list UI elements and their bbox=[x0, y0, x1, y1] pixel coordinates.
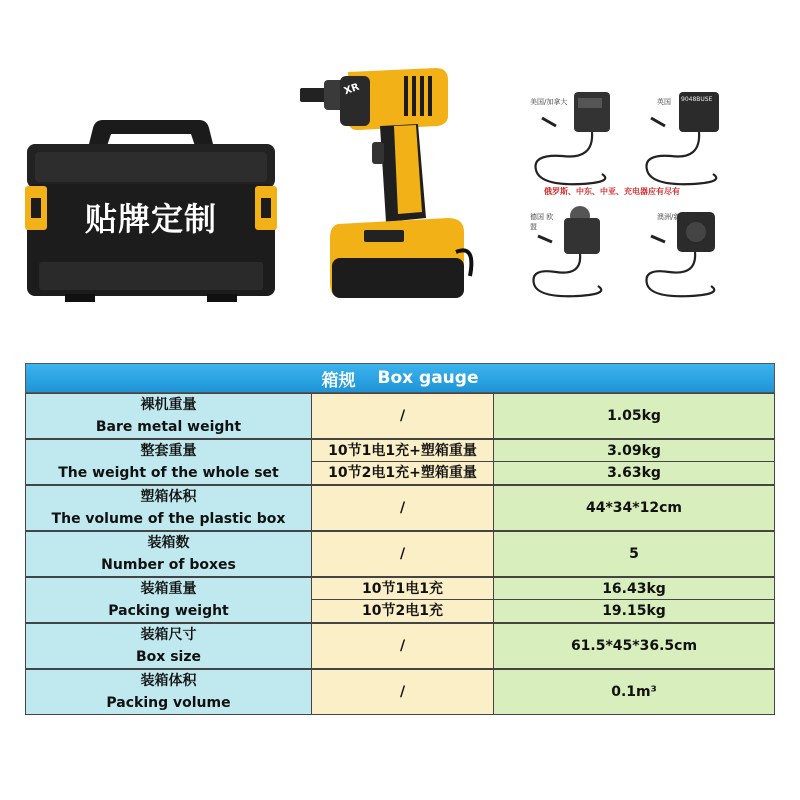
row-spec bbox=[312, 577, 494, 623]
row-label: 装箱重量 Packing weight bbox=[25, 577, 312, 623]
row-value bbox=[494, 577, 775, 623]
row-spec-a: 10节1电1充+塑箱重量 bbox=[312, 440, 493, 462]
row-value: 61.5*45*36.5cm bbox=[494, 623, 775, 669]
row-label: 塑箱体积 The volume of the plastic box bbox=[25, 485, 312, 531]
row-spec-b: 10节2电1充+塑箱重量 bbox=[328, 465, 477, 481]
impact-wrench-image bbox=[298, 62, 480, 302]
row-spec-a: 10节1电1充 bbox=[312, 578, 493, 600]
row-value-b: 3.63kg bbox=[607, 465, 661, 481]
charger-note: 俄罗斯、中东、中亚、充电器应有尽有 bbox=[544, 187, 680, 196]
table-row bbox=[25, 623, 775, 669]
row-spec: / bbox=[312, 531, 494, 577]
row-spec bbox=[312, 439, 494, 485]
charger-au: 澳洲/新西兰 bbox=[635, 202, 740, 302]
charger-eu: 德国 欧盟 bbox=[522, 202, 627, 302]
row-value: 5 bbox=[494, 531, 775, 577]
adapter-text: 9048BUSE bbox=[681, 96, 713, 103]
drill-badge: XR bbox=[342, 81, 361, 98]
row-spec-b: 10节2电1充 bbox=[362, 603, 443, 619]
tool-case-image bbox=[25, 112, 277, 304]
table-row bbox=[25, 393, 775, 439]
table-row bbox=[25, 669, 775, 715]
row-value: 0.1m³ bbox=[494, 669, 775, 715]
row-label: 装箱体积 Packing volume bbox=[25, 669, 312, 715]
table-row bbox=[25, 577, 775, 623]
row-value: 1.05kg bbox=[494, 393, 775, 439]
charger-plugs-image bbox=[522, 90, 740, 300]
table-title-en: Box gauge bbox=[377, 368, 479, 388]
table-row bbox=[25, 439, 775, 485]
case-label: 贴牌定制 bbox=[84, 200, 217, 238]
row-value-a: 3.09kg bbox=[494, 440, 774, 462]
row-value bbox=[494, 439, 775, 485]
table-title bbox=[25, 363, 775, 393]
row-label: 装箱数 Number of boxes bbox=[25, 531, 312, 577]
box-gauge-table bbox=[25, 363, 775, 715]
row-label: 整套重量 The weight of the whole set bbox=[25, 439, 312, 485]
table-title-cn: 箱规 bbox=[321, 370, 356, 391]
table-row bbox=[25, 531, 775, 577]
charger-uk: 英国 9048BUSE bbox=[635, 90, 740, 190]
row-spec: / bbox=[312, 485, 494, 531]
row-spec: / bbox=[312, 393, 494, 439]
row-value-b: 19.15kg bbox=[602, 603, 666, 619]
row-label: 裸机重量 Bare metal weight bbox=[25, 393, 312, 439]
row-spec: / bbox=[312, 623, 494, 669]
table-row bbox=[25, 485, 775, 531]
row-value-a: 16.43kg bbox=[494, 578, 774, 600]
row-label: 装箱尺寸 Box size bbox=[25, 623, 312, 669]
charger-us: 美国/加拿大 bbox=[522, 90, 627, 190]
row-value: 44*34*12cm bbox=[494, 485, 775, 531]
row-spec: / bbox=[312, 669, 494, 715]
